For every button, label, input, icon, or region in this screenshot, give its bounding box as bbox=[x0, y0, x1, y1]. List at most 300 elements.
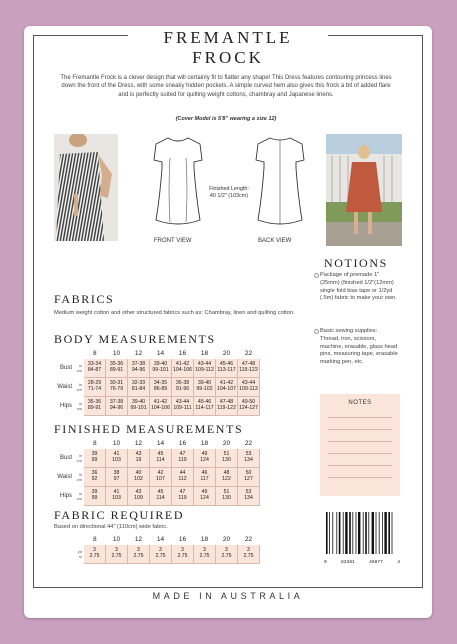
barcode-bar bbox=[356, 512, 357, 554]
value-cm: 107 bbox=[156, 476, 165, 482]
size-header: 12 bbox=[134, 350, 143, 357]
value-yd: 3 bbox=[181, 547, 184, 554]
measurement-cell bbox=[172, 378, 194, 397]
value-in: 35-36 bbox=[109, 361, 124, 368]
barcode-bar bbox=[339, 512, 341, 554]
value-cm: 99-101 bbox=[130, 405, 147, 411]
value-in: 42 bbox=[157, 470, 164, 477]
value-in: 41-42 bbox=[153, 399, 168, 406]
row-label: Waist bbox=[57, 474, 72, 480]
notes-box bbox=[320, 394, 400, 496]
value-cm: 114 bbox=[156, 495, 165, 501]
value-m: 2.75 bbox=[221, 553, 232, 559]
table-row bbox=[50, 378, 260, 397]
size-header: 20 bbox=[222, 440, 231, 447]
unit-cm: cm bbox=[76, 477, 82, 482]
unit-cm: cm bbox=[76, 496, 82, 501]
blank-cell bbox=[74, 348, 84, 359]
value-cm: 109-112 bbox=[239, 386, 258, 392]
value-in: 40 bbox=[135, 470, 142, 477]
barcode-bar bbox=[372, 512, 374, 554]
value-cm: 19 bbox=[135, 457, 142, 463]
fabric-required-heading: FABRIC REQUIRED bbox=[54, 508, 185, 522]
measurement-cell bbox=[238, 359, 260, 378]
measurement-cell bbox=[216, 487, 238, 506]
notes-line bbox=[328, 430, 392, 442]
unit-cm: cm bbox=[76, 387, 82, 392]
barcode-digit: 46877 bbox=[369, 560, 383, 565]
measurement-cell bbox=[238, 378, 260, 397]
unit-label bbox=[74, 545, 84, 564]
value-cm: 117 bbox=[200, 476, 209, 482]
measurement-cell bbox=[194, 449, 216, 468]
value-in: 41-42 bbox=[219, 380, 234, 387]
value-in: 32-33 bbox=[131, 380, 146, 387]
page-title: FREMANTLE FROCK bbox=[128, 28, 328, 68]
measurement-cell bbox=[128, 359, 150, 378]
measurement-cell bbox=[106, 378, 128, 397]
measurement-cell bbox=[128, 449, 150, 468]
measurement-cell bbox=[216, 468, 238, 487]
measurement-cell bbox=[238, 487, 260, 506]
barcode-bar bbox=[349, 512, 351, 554]
value-in: 51 bbox=[223, 489, 230, 496]
measurement-cell bbox=[172, 397, 194, 416]
value-in: 35-36 bbox=[87, 399, 102, 406]
size-header-row bbox=[50, 348, 260, 359]
barcode-digit: 0 bbox=[324, 560, 327, 565]
barcode-bar bbox=[392, 512, 393, 554]
value-cm: 81-84 bbox=[131, 386, 146, 392]
measurement-cell bbox=[216, 359, 238, 378]
value-in: 39 bbox=[91, 451, 98, 458]
barcode-digit: 4 bbox=[397, 560, 400, 565]
barcode-bars bbox=[324, 512, 400, 554]
value-yd: 3 bbox=[93, 547, 96, 554]
notes-label: NOTES bbox=[348, 400, 372, 406]
blank-cell bbox=[50, 348, 74, 359]
measurement-cell bbox=[128, 378, 150, 397]
value-cm: 91-96 bbox=[175, 386, 190, 392]
value-in: 43 bbox=[135, 489, 142, 496]
measurement-cell bbox=[128, 468, 150, 487]
value-m: 2.75 bbox=[155, 553, 166, 559]
value-in: 45 bbox=[157, 451, 164, 458]
value-cm: 114 bbox=[156, 457, 165, 463]
value-cm: 119-122 bbox=[239, 367, 258, 373]
value-cm: 104-106 bbox=[172, 367, 193, 373]
unit-in: in bbox=[78, 363, 82, 369]
measurement-cell bbox=[216, 378, 238, 397]
value-cm: 89-91 bbox=[109, 367, 124, 373]
blank-cell bbox=[74, 438, 84, 449]
back-view-sketch bbox=[254, 136, 306, 232]
measurement-cell bbox=[238, 449, 260, 468]
pattern-back-card bbox=[24, 26, 432, 618]
value-in: 48 bbox=[223, 470, 230, 477]
barcode-bar bbox=[358, 512, 360, 554]
size-header: 14 bbox=[156, 350, 165, 357]
fabric-cell bbox=[238, 545, 260, 564]
value-cm: 94-96 bbox=[109, 405, 124, 411]
measurement-cell bbox=[106, 468, 128, 487]
unit-label bbox=[74, 468, 84, 487]
notion-text: Package of premade 1" (25mm) (finished 1/2"(12mm) single fold bias tape or 1/2yd (.5m) fabric to make your own. bbox=[320, 272, 397, 302]
barcode bbox=[324, 512, 400, 565]
model-photo-outdoor bbox=[326, 134, 402, 246]
barcode-bar bbox=[365, 512, 367, 554]
size-header: 8 bbox=[92, 440, 97, 447]
made-in-label: MADE IN AUSTRALIA bbox=[152, 591, 304, 601]
table-row bbox=[50, 397, 260, 416]
value-in: 41 bbox=[113, 489, 120, 496]
measurement-cell bbox=[194, 487, 216, 506]
value-in: 36-38 bbox=[175, 380, 190, 387]
value-cm: 113-117 bbox=[217, 367, 236, 373]
size-header: 22 bbox=[244, 536, 253, 543]
barcode-bar bbox=[382, 512, 383, 554]
value-cm: 76-79 bbox=[109, 386, 124, 392]
intro-text: The Fremantle Frock is a clever design that will certainly fit to flatter any shape! This Dress features contouring princess lines down the front of the Dress, with some sneaky hidden pockets. A simple curved hem also gives this frock a bit of added flare and is perfectly suited for quilting weight cottons, chambray and Japanese linens. bbox=[60, 75, 392, 98]
fabric-required-subtitle: Based on directional 44" (110cm) wide fabric. bbox=[54, 524, 168, 530]
value-in: 43 bbox=[135, 451, 142, 458]
unit-label bbox=[74, 359, 84, 378]
value-cm: 103 bbox=[112, 495, 121, 501]
value-in: 37-38 bbox=[109, 399, 124, 406]
finished-measurements-heading: FINISHED MEASUREMENTS bbox=[54, 422, 244, 436]
value-cm: 134 bbox=[244, 457, 253, 463]
value-cm: 114-117 bbox=[195, 405, 214, 411]
unit-cm: cm bbox=[76, 368, 82, 374]
barcode-bar bbox=[352, 512, 353, 554]
notion-item-supplies bbox=[320, 328, 398, 367]
measurement-cell bbox=[150, 468, 172, 487]
value-in: 49-50 bbox=[241, 399, 256, 406]
barcode-bar bbox=[326, 512, 328, 554]
size-header: 22 bbox=[244, 440, 253, 447]
value-m: 2.75 bbox=[199, 553, 210, 559]
front-view-label: FRONT VIEW bbox=[154, 238, 192, 244]
size-header: 12 bbox=[134, 536, 143, 543]
measurement-cell bbox=[172, 449, 194, 468]
value-in: 39 bbox=[91, 489, 98, 496]
blank-cell bbox=[50, 545, 74, 564]
barcode-digit: 83361 bbox=[341, 560, 355, 565]
unit-in: in bbox=[78, 382, 82, 387]
value-cm: 86-89 bbox=[153, 386, 168, 392]
value-in: 36 bbox=[91, 470, 98, 477]
unit-in: in bbox=[78, 491, 82, 496]
finished-length bbox=[200, 186, 258, 200]
blank-cell bbox=[74, 534, 84, 545]
value-in: 45 bbox=[157, 489, 164, 496]
measurement-cell bbox=[194, 397, 216, 416]
size-header: 12 bbox=[134, 440, 143, 447]
notes-line bbox=[328, 418, 392, 430]
bullet-icon bbox=[314, 329, 319, 334]
value-in: 39-40 bbox=[131, 399, 146, 406]
value-in: 28-29 bbox=[87, 380, 102, 387]
measurement-cell bbox=[84, 397, 106, 416]
barcode-bar bbox=[379, 512, 380, 554]
front-view-sketch bbox=[152, 136, 204, 232]
row-label: Bust bbox=[59, 455, 72, 462]
table-row bbox=[50, 449, 260, 468]
unit-label bbox=[74, 487, 84, 506]
fabric-cell bbox=[106, 545, 128, 564]
measurement-cell bbox=[128, 397, 150, 416]
value-in: 43-44 bbox=[197, 361, 212, 368]
fabrics-text: Medium weight cotton and other structured fabrics such as: Chambray, linen and quilting cotton. bbox=[54, 310, 295, 316]
blank-cell bbox=[50, 534, 74, 545]
value-yd: 3 bbox=[137, 547, 140, 554]
notion-item-bias-tape bbox=[320, 272, 398, 303]
measurement-cell bbox=[194, 378, 216, 397]
value-in: 37-38 bbox=[131, 361, 146, 368]
finished-length-label: Finished Length: bbox=[209, 186, 249, 192]
size-header: 14 bbox=[156, 536, 165, 543]
model-photo-front bbox=[54, 134, 118, 241]
value-cm: 119-122 bbox=[217, 405, 236, 411]
measurement-cell bbox=[238, 468, 260, 487]
value-cm: 124-127 bbox=[238, 405, 259, 411]
fabric-cell bbox=[216, 545, 238, 564]
value-yd: 3 bbox=[203, 547, 206, 554]
value-cm: 97 bbox=[113, 476, 120, 482]
value-m: 2.75 bbox=[177, 553, 188, 559]
value-in: 47-48 bbox=[241, 361, 256, 368]
value-cm: 119 bbox=[178, 457, 187, 463]
size-header: 18 bbox=[200, 440, 209, 447]
value-in: 34-35 bbox=[153, 380, 168, 387]
size-header: 18 bbox=[200, 536, 209, 543]
value-in: 53 bbox=[245, 451, 252, 458]
unit-m: m bbox=[78, 554, 82, 560]
measurement-cell bbox=[150, 487, 172, 506]
value-cm: 99 bbox=[91, 457, 98, 463]
value-cm: 92 bbox=[91, 476, 98, 482]
value-cm: 104-107 bbox=[216, 386, 237, 392]
value-cm: 103 bbox=[112, 457, 121, 463]
barcode-bar bbox=[329, 512, 330, 554]
value-cm: 71-74 bbox=[87, 386, 102, 392]
value-cm: 124 bbox=[200, 495, 209, 501]
notion-text: Basic sewing supplies: Thread, iron, scissors, machine, erasable, glass head pins, measuring tape, erasable marking pen, etc. bbox=[320, 328, 398, 366]
size-header: 10 bbox=[112, 440, 121, 447]
body-measurements-table bbox=[50, 348, 260, 416]
unit-in: in bbox=[78, 453, 82, 459]
measurement-cell bbox=[106, 449, 128, 468]
fabric-cell bbox=[150, 545, 172, 564]
back-view-label: BACK VIEW bbox=[258, 238, 292, 244]
size-header: 16 bbox=[178, 350, 187, 357]
measurement-cell bbox=[238, 397, 260, 416]
value-cm: 109-112 bbox=[195, 367, 214, 373]
size-header: 8 bbox=[92, 536, 97, 543]
fabrics-heading: FABRICS bbox=[54, 292, 115, 306]
unit-label bbox=[74, 449, 84, 468]
value-in: 49 bbox=[201, 451, 208, 458]
value-m: 2.75 bbox=[243, 553, 254, 559]
unit-cm: cm bbox=[76, 458, 82, 464]
value-in: 47-48 bbox=[219, 399, 234, 406]
value-in: 43-44 bbox=[241, 380, 256, 387]
value-in: 51 bbox=[223, 451, 230, 458]
value-cm: 130 bbox=[222, 457, 231, 463]
measurement-cell bbox=[128, 487, 150, 506]
value-in: 33-34 bbox=[87, 361, 102, 368]
value-in: 41-42 bbox=[175, 361, 190, 368]
measurement-cell bbox=[194, 468, 216, 487]
size-header-row bbox=[50, 534, 260, 545]
notes-line bbox=[328, 406, 392, 418]
row-label: Hips bbox=[59, 493, 72, 499]
barcode-bar bbox=[363, 512, 364, 554]
fabric-cell bbox=[84, 545, 106, 564]
measurement-cell bbox=[216, 397, 238, 416]
barcode-bar bbox=[376, 512, 377, 554]
value-in: 43-44 bbox=[175, 399, 190, 406]
fabric-cell bbox=[194, 545, 216, 564]
value-cm: 124 bbox=[200, 457, 209, 463]
value-in: 50 bbox=[245, 470, 252, 477]
value-cm: 112 bbox=[178, 476, 187, 482]
value-in: 46 bbox=[201, 470, 208, 477]
measurement-cell bbox=[106, 397, 128, 416]
unit-in: in bbox=[78, 401, 82, 406]
measurement-cell bbox=[106, 359, 128, 378]
body-measurements-heading: BODY MEASUREMENTS bbox=[54, 332, 216, 346]
measurement-cell bbox=[84, 378, 106, 397]
value-in: 30-31 bbox=[109, 380, 124, 387]
barcode-bar bbox=[343, 512, 344, 554]
barcode-bar bbox=[368, 512, 369, 554]
bullet-icon bbox=[314, 273, 319, 278]
value-in: 47 bbox=[179, 489, 186, 496]
unit-in: in bbox=[78, 472, 82, 477]
value-in: 49 bbox=[201, 489, 208, 496]
value-cm: 134 bbox=[244, 495, 253, 501]
value-in: 39-40 bbox=[153, 361, 168, 368]
value-yd: 3 bbox=[225, 547, 228, 554]
fabric-cell bbox=[172, 545, 194, 564]
value-in: 39-40 bbox=[197, 380, 212, 387]
row-label: Waist bbox=[57, 384, 72, 390]
value-cm: 119 bbox=[178, 495, 187, 501]
value-in: 44 bbox=[179, 470, 186, 477]
barcode-bar bbox=[345, 512, 347, 554]
size-header: 16 bbox=[178, 440, 187, 447]
notes-line bbox=[328, 442, 392, 454]
value-cm: 89-91 bbox=[87, 405, 102, 411]
size-header: 14 bbox=[156, 440, 165, 447]
value-cm: 102 bbox=[134, 476, 143, 482]
size-header: 16 bbox=[178, 536, 187, 543]
finished-measurements-table bbox=[50, 438, 260, 506]
blank-cell bbox=[50, 438, 74, 449]
measurement-cell bbox=[84, 449, 106, 468]
unit-label bbox=[74, 397, 84, 416]
value-m: 2.75 bbox=[89, 553, 100, 559]
fabric-cell bbox=[128, 545, 150, 564]
measurement-cell bbox=[194, 359, 216, 378]
measurement-cell bbox=[150, 378, 172, 397]
measurement-cell bbox=[84, 468, 106, 487]
measurement-cell bbox=[84, 487, 106, 506]
unit-yd: yd bbox=[77, 549, 82, 555]
unit-label bbox=[74, 378, 84, 397]
barcode-bar bbox=[384, 512, 386, 554]
table-row bbox=[50, 545, 260, 564]
barcode-bar bbox=[336, 512, 337, 554]
value-cm: 109-111 bbox=[173, 405, 192, 411]
measurement-cell bbox=[172, 468, 194, 487]
row-label: Bust bbox=[59, 365, 72, 372]
barcode-bar bbox=[332, 512, 333, 554]
value-cm: 99-101 bbox=[152, 367, 169, 373]
measurement-cell bbox=[106, 487, 128, 506]
value-cm: 99 bbox=[91, 495, 98, 501]
fabric-required-table bbox=[50, 534, 260, 564]
table-row bbox=[50, 468, 260, 487]
measurement-cell bbox=[172, 487, 194, 506]
barcode-bar bbox=[388, 512, 390, 554]
value-cm: 84-87 bbox=[87, 367, 102, 373]
value-m: 2.75 bbox=[133, 553, 144, 559]
measurement-cell bbox=[150, 359, 172, 378]
value-yd: 3 bbox=[115, 547, 118, 554]
size-header: 20 bbox=[222, 350, 231, 357]
size-header: 10 bbox=[112, 536, 121, 543]
measurement-cell bbox=[150, 449, 172, 468]
value-cm: 94-96 bbox=[131, 367, 146, 373]
value-cm: 109 bbox=[134, 495, 143, 501]
notions-heading: NOTIONS bbox=[324, 256, 388, 270]
table-row bbox=[50, 487, 260, 506]
row-label: Hips bbox=[59, 403, 72, 409]
size-header: 10 bbox=[112, 350, 121, 357]
size-header: 20 bbox=[222, 536, 231, 543]
size-header: 18 bbox=[200, 350, 209, 357]
value-cm: 122 bbox=[222, 476, 231, 482]
value-in: 45-46 bbox=[197, 399, 212, 406]
value-in: 47 bbox=[179, 451, 186, 458]
value-cm: 127 bbox=[244, 476, 253, 482]
value-m: 2.75 bbox=[111, 553, 122, 559]
value-cm: 104-106 bbox=[150, 405, 171, 411]
value-cm: 99-102 bbox=[196, 386, 213, 392]
value-in: 53 bbox=[245, 489, 252, 496]
size-header-row bbox=[50, 438, 260, 449]
measurement-cell bbox=[84, 359, 106, 378]
value-cm: 130 bbox=[222, 495, 231, 501]
notes-line bbox=[328, 454, 392, 466]
size-header: 8 bbox=[92, 350, 97, 357]
finished-length-value: 40 1/2" (103cm) bbox=[209, 193, 249, 199]
notes-line bbox=[328, 466, 392, 478]
value-yd: 3 bbox=[247, 547, 250, 554]
value-in: 41 bbox=[113, 451, 120, 458]
unit-cm: cm bbox=[76, 406, 82, 411]
measurement-cell bbox=[216, 449, 238, 468]
cover-note: (Cover Model is 5'8" wearing a size 12) bbox=[175, 116, 277, 122]
size-header: 22 bbox=[244, 350, 253, 357]
measurement-cell bbox=[150, 397, 172, 416]
value-yd: 3 bbox=[159, 547, 162, 554]
value-in: 38 bbox=[113, 470, 120, 477]
value-in: 45-46 bbox=[219, 361, 234, 368]
measurement-cell bbox=[172, 359, 194, 378]
